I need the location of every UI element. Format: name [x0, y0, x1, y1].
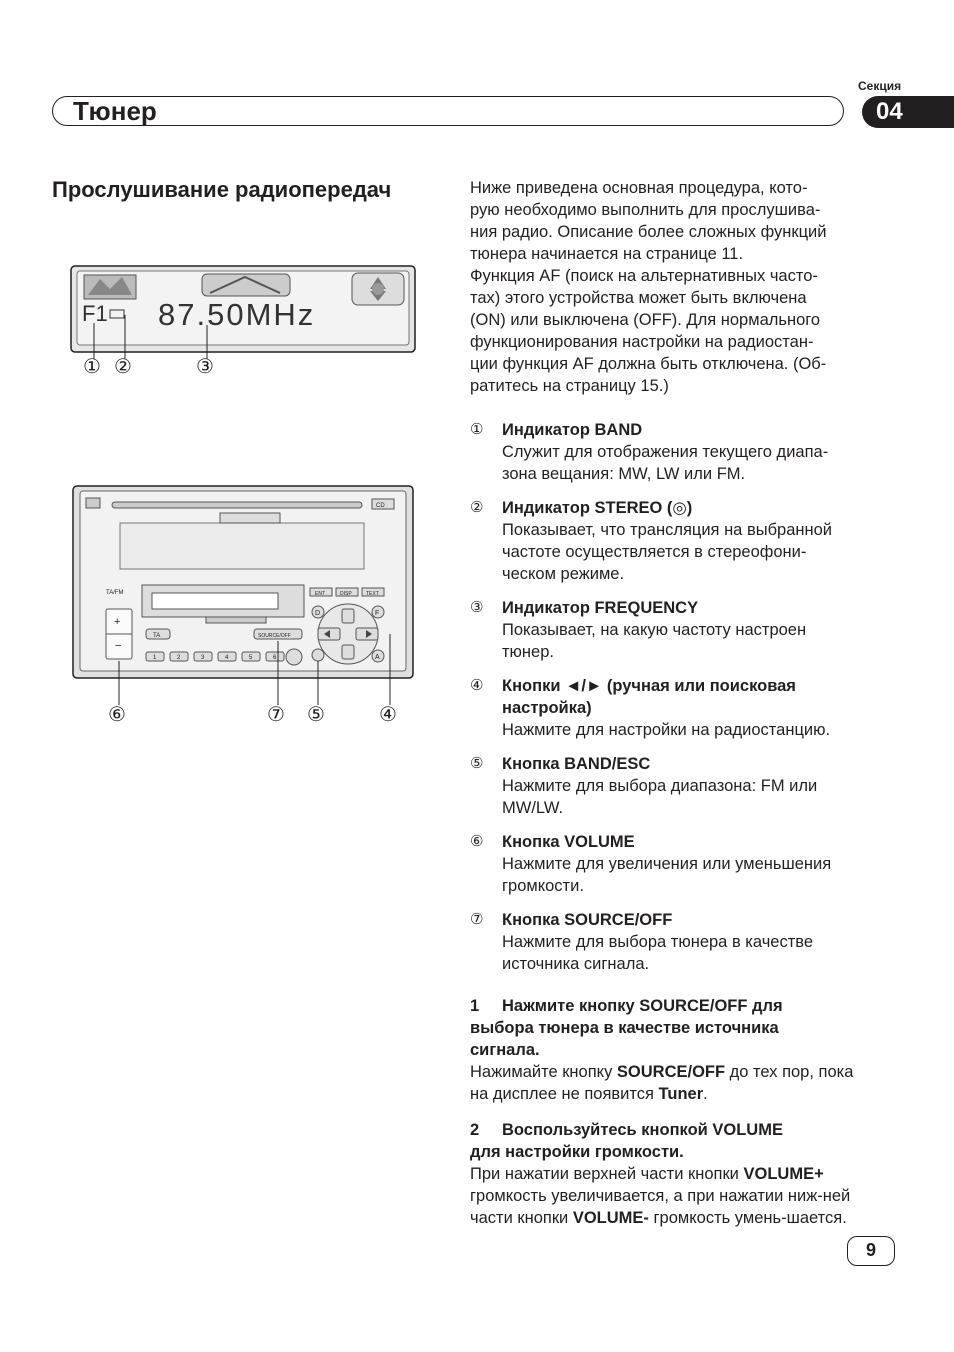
direction-pad-icon: [352, 273, 404, 305]
item-number: ⑥: [470, 833, 484, 850]
item-line: частоте осуществляется в стереофони-: [502, 543, 807, 561]
page-heading: Прослушивание радиопередач: [52, 177, 392, 202]
step-text: При нажатии верхней части кнопки: [470, 1165, 744, 1183]
preset-label-5: 5: [249, 655, 253, 661]
step-body: [470, 1061, 870, 1105]
step-text: громкость умень-шается.: [648, 1209, 847, 1227]
item-line: Нажмите для увеличения или уменьшения: [502, 855, 832, 873]
f-label: F: [375, 610, 380, 617]
disp-label: DISP: [340, 591, 352, 597]
volume-plus-label: +: [114, 616, 121, 628]
step-title-line: выбора тюнера в качестве источника: [470, 1019, 779, 1037]
band-esc-button[interactable]: [312, 649, 324, 661]
display-illustration: [70, 265, 416, 380]
band-indicator-text: F1: [82, 301, 108, 326]
step-2: [470, 1119, 870, 1229]
item-line: Служит для отображения текущего диапа-: [502, 443, 829, 461]
head-unit-illustration: [72, 485, 418, 727]
item-title: Индикатор FREQUENCY: [502, 599, 699, 617]
list-item: [470, 675, 870, 741]
preset-label-2: 2: [177, 655, 181, 661]
page-number: 9: [847, 1236, 895, 1266]
item-title: Кнопки ◄/► (ручная или поисковая настройка): [502, 677, 796, 717]
indicator-list: [470, 419, 870, 975]
list-item: [470, 419, 870, 485]
preset-label-1: 1: [153, 655, 157, 661]
list-item: [470, 909, 870, 975]
item-line: Показывает, на какую частоту настроен: [502, 621, 807, 639]
multi-control-pad[interactable]: [318, 604, 378, 664]
callout-2: ②: [114, 356, 132, 378]
step-bold: Tuner: [658, 1085, 704, 1103]
item-title: Индикатор BAND: [502, 421, 643, 439]
step-bold: VOLUME-: [572, 1209, 649, 1227]
item-number: ③: [470, 599, 484, 616]
callout-3: ③: [196, 356, 214, 378]
intro-line: Функция AF (поиск на альтернативных часто-: [470, 267, 818, 285]
item-title: Кнопка BAND/ESC: [502, 755, 651, 773]
rotary-knob[interactable]: [286, 649, 302, 665]
step-title-line: Нажмите кнопку SOURCE/OFF для: [502, 997, 783, 1015]
seek-down-button[interactable]: [342, 645, 354, 659]
step-body: [470, 1163, 870, 1229]
item-line: громкости.: [502, 877, 584, 895]
volume-minus-label: −: [115, 640, 122, 652]
step-title: [470, 995, 870, 1061]
item-line: MW/LW.: [502, 799, 564, 817]
intro-paragraph: [470, 177, 870, 397]
preset-label-6: 6: [273, 655, 277, 661]
step-text: .: [703, 1085, 708, 1103]
band-level-icon: [84, 275, 136, 299]
item-number: ⑦: [470, 911, 484, 928]
eject-button[interactable]: [86, 498, 100, 508]
main-display: [120, 523, 364, 569]
item-number: ⑤: [470, 755, 484, 772]
item-title: Индикатор STEREO (◎): [502, 499, 693, 517]
tafm-label: TA/FM: [106, 590, 124, 596]
callout-5: ⑤: [307, 704, 325, 726]
list-item: [470, 597, 870, 663]
item-line: Нажмите для выбора диапазона: FM или: [502, 777, 818, 795]
right-column: [470, 177, 870, 1229]
callout-7: ⑦: [267, 704, 285, 726]
item-line: источника сигнала.: [502, 955, 650, 973]
step-title-line: Воспользуйтесь кнопкой VOLUME: [502, 1121, 783, 1139]
text-label: TEXT: [366, 591, 379, 597]
callout-1: ①: [83, 356, 101, 378]
item-number: ①: [470, 421, 484, 438]
clock-icon: [202, 274, 290, 296]
a-label: A: [375, 654, 380, 661]
section-number-tab: 04: [862, 96, 954, 128]
list-item: [470, 831, 870, 897]
list-item: [470, 753, 870, 819]
seek-up-button[interactable]: [342, 609, 354, 623]
callout-6: ⑥: [108, 704, 126, 726]
source-off-label: SOURCE/OFF: [258, 633, 291, 639]
step-title-line: сигнала.: [470, 1041, 540, 1059]
item-title: Кнопка VOLUME: [502, 833, 635, 851]
list-item: [470, 497, 870, 585]
intro-line: тах) этого устройства может быть включена: [470, 289, 807, 307]
callout-4: ④: [379, 704, 397, 726]
intro-line: ции функция AF должна быть отключена. (Об-: [470, 355, 827, 373]
step-title: [470, 1119, 870, 1163]
item-line: ческом режиме.: [502, 565, 625, 583]
cd-label: CD: [376, 503, 385, 509]
step-1: [470, 995, 870, 1105]
cd-slot: [112, 502, 362, 508]
step-text: громкость увеличивается, а при нажатии ниж-ней части кнопки: [470, 1187, 851, 1227]
item-line: тюнер.: [502, 643, 554, 661]
step-bold: SOURCE/OFF: [616, 1063, 726, 1081]
item-title: Кнопка SOURCE/OFF: [502, 911, 673, 929]
step-text: Нажимайте кнопку: [470, 1063, 617, 1081]
step-number: 1: [470, 997, 480, 1015]
intro-line: ния радио. Описание более сложных функций: [470, 223, 827, 241]
item-number: ②: [470, 499, 484, 516]
item-number: ④: [470, 677, 484, 694]
chapter-title: Тюнер: [73, 96, 157, 126]
section-label: Секция: [858, 79, 902, 93]
item-line: Нажмите для настройки на радиостанцию.: [502, 721, 831, 739]
step-title-line: для настройки громкости.: [470, 1143, 684, 1161]
intro-line: ратитесь на страницу 15.): [470, 377, 669, 395]
ta-label: TA: [153, 633, 161, 639]
ent-label: ENT: [315, 591, 325, 597]
step-bold: VOLUME+: [743, 1165, 824, 1183]
intro-line: функционирования настройки на радиостан-: [470, 333, 814, 351]
step-number: 2: [470, 1121, 480, 1139]
preset-label-4: 4: [225, 655, 229, 661]
d-label: D: [315, 610, 321, 617]
intro-line: (ON) или выключена (OFF). Для нормального: [470, 311, 821, 329]
intro-line: рую необходимо выполнить для прослушива-: [470, 201, 821, 219]
intro-line: Ниже приведена основная процедура, кото-: [470, 179, 808, 197]
step-text: до тех пор, пока на дисплее не появится: [470, 1063, 854, 1103]
item-line: зона вещания: MW, LW или FM.: [502, 465, 746, 483]
frequency-text: 87.50MHz: [158, 297, 316, 332]
volume-button[interactable]: [106, 609, 132, 659]
item-line: Показывает, что трансляция на выбранной: [502, 521, 832, 539]
chapter-header: [52, 96, 844, 126]
preset-label-3: 3: [201, 655, 205, 661]
intro-line: тюнера начинается на странице 11.: [470, 245, 744, 263]
item-line: Нажмите для выбора тюнера в качестве: [502, 933, 814, 951]
